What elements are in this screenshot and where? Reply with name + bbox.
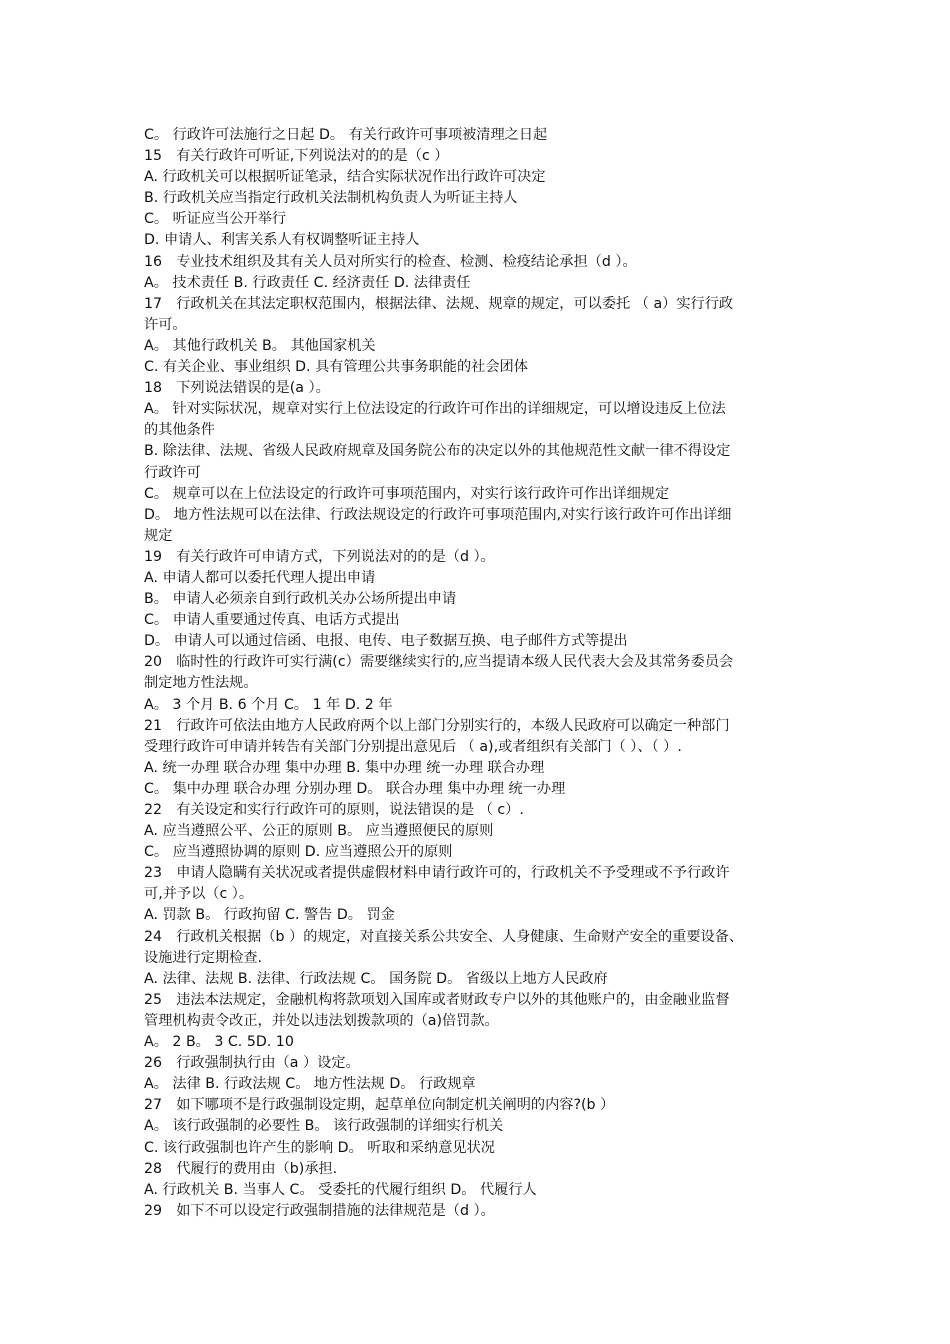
option-line: A. 统一办理 联合办理 集中办理 B. 集中办理 统一办理 联合办理 <box>144 759 545 776</box>
question-line: 28 代履行的费用由（b)承担. <box>144 1160 338 1177</box>
question-line-continued: 制定地方性法规。 <box>144 675 258 692</box>
question-line: 15 有关行政许可听证,下列说法对的的是（c ） <box>144 148 449 165</box>
question-line: 24 行政机关根据（b ）的规定，对直接关系公共安全、人身健康、生命财产安全的重要设备、 <box>144 928 744 945</box>
option-line: C。 规章可以在上位法设定的行政许可事项范围内，对实行该行政许可作出详细规定 <box>144 485 670 502</box>
option-line: A. 罚款 B。 行政拘留 C. 警告 D。 罚金 <box>144 907 395 924</box>
option-line: B. 除法律、法规、省级人民政府规章及国务院公布的决定以外的其他规范性文献一律不得设定 <box>144 443 731 460</box>
option-line: A. 行政机关可以根据听证笔录，结合实际状况作出行政许可决定 <box>144 169 546 186</box>
question-line-continued: 管理机构责令改正，并处以违法划拨款项的（a)倍罚款。 <box>144 1012 499 1029</box>
option-line: A。 3 个月 B. 6 个月 C。 1 年 D. 2 年 <box>144 696 393 713</box>
question-line-continued: 可,并予以（c ）。 <box>144 886 254 903</box>
option-line: A. 应当遵照公平、公正的原则 B。 应当遵照便民的原则 <box>144 823 494 840</box>
question-line: 27 如下哪项不是行政强制设定期，起草单位向制定机关阐明的内容?(b ） <box>144 1097 615 1114</box>
option-line-continued: 行政许可 <box>144 464 201 481</box>
option-line: A。 该行政强制的必要性 B。 该行政强制的详细实行机关 <box>144 1118 504 1135</box>
option-line: A。 技术责任 B. 行政责任 C. 经济责任 D. 法律责任 <box>144 274 471 291</box>
option-line: C。 申请人重要通过传真、电话方式提出 <box>144 612 400 629</box>
option-line-continued: 的其他条件 <box>144 422 215 439</box>
option-line: A. 法律、法规 B. 法律、行政法规 C。 国务院 D。 省级以上地方人民政府 <box>144 970 608 987</box>
option-line: C. 该行政强制也许产生的影响 D。 听取和采纳意见状况 <box>144 1139 495 1156</box>
option-line: C。 听证应当公开举行 <box>144 211 287 228</box>
document-page <box>144 125 812 1222</box>
option-line: A。 针对实际状况，规章对实行上位法设定的行政许可作出的详细规定，可以增设违反上位法 <box>144 401 726 418</box>
question-line-continued: 设施进行定期检查. <box>144 949 263 966</box>
question-line: 23 申请人隐瞒有关状况或者提供虚假材料申请行政许可的，行政机关不予受理或不予行政许 <box>144 865 730 882</box>
question-line: 22 有关设定和实行行政许可的原则，说法错误的是 （ c）. <box>144 802 524 818</box>
option-line: C。 集中办理 联合办理 分别办理 D。 联合办理 集中办理 统一办理 <box>144 780 566 797</box>
option-line: D。 申请人可以通过信函、电报、电传、电子数据互换、电子邮件方式等提出 <box>144 633 628 650</box>
option-line: A。 其他行政机关 B。 其他国家机关 <box>144 337 376 354</box>
option-line: B。 申请人必须亲自到行政机关办公场所提出申请 <box>144 591 457 608</box>
option-line: A. 行政机关 B. 当事人 C。 受委托的代履行组织 D。 代履行人 <box>144 1181 537 1198</box>
option-line: B. 行政机关应当指定行政机关法制机构负责人为听证主持人 <box>144 190 518 207</box>
question-line-continued: 受理行政许可申请并转告有关部门分别提出意见后 （ a),或者组织有关部门（ ）、（ ）. <box>144 738 682 755</box>
question-line: 18 下列说法错误的是(a ）。 <box>144 380 330 397</box>
option-line: C. 有关企业、事业组织 D. 具有管理公共事务职能的社会团体 <box>144 359 528 376</box>
option-line: A。 2 B。 3 C. 5D. 10 <box>144 1034 294 1051</box>
question-line-continued: 许可。 <box>144 316 187 333</box>
option-line: A。 法律 B. 行政法规 C。 地方性法规 D。 行政规章 <box>144 1076 476 1093</box>
question-line: 21 行政许可依法由地方人民政府两个以上部门分别实行的，本级人民政府可以确定一种部门 <box>144 717 730 734</box>
question-line: 17 行政机关在其法定职权范围内，根据法律、法规、规章的规定，可以委托 （ a）实行行政 <box>144 295 734 312</box>
option-line: C。 应当遵照协调的原则 D. 应当遵照公开的原则 <box>144 844 453 861</box>
question-line: 16 专业技术组织及其有关人员对所实行的检查、检测、检疫结论承担（d ）。 <box>144 253 637 270</box>
text-line: C。 行政许可法施行之日起 D。 有关行政许可事项被清理之日起 <box>144 127 548 143</box>
question-line: 29 如下不可以设定行政强制措施的法律规范是（d ）。 <box>144 1202 495 1219</box>
question-line: 25 违法本法规定，金融机构将款项划入国库或者财政专户以外的其他账户的，由金融业监督 <box>144 991 730 1008</box>
question-line: 19 有关行政许可申请方式，下列说法对的的是（d ）。 <box>144 548 495 565</box>
option-line-continued: 规定 <box>144 527 173 544</box>
option-line: D。 地方性法规可以在法律、行政法规设定的行政许可事项范围内,对实行该行政许可作出详细 <box>144 506 732 523</box>
question-line: 26 行政强制执行由（a ）设定。 <box>144 1055 360 1072</box>
option-line: D. 申请人、利害关系人有权调整听证主持人 <box>144 232 420 249</box>
question-line: 20 临时性的行政许可实行满(c）需要继续实行的,应当提请本级人民代表大会及其常务委员会 <box>144 654 734 671</box>
option-line: A. 申请人都可以委托代理人提出申请 <box>144 569 376 586</box>
